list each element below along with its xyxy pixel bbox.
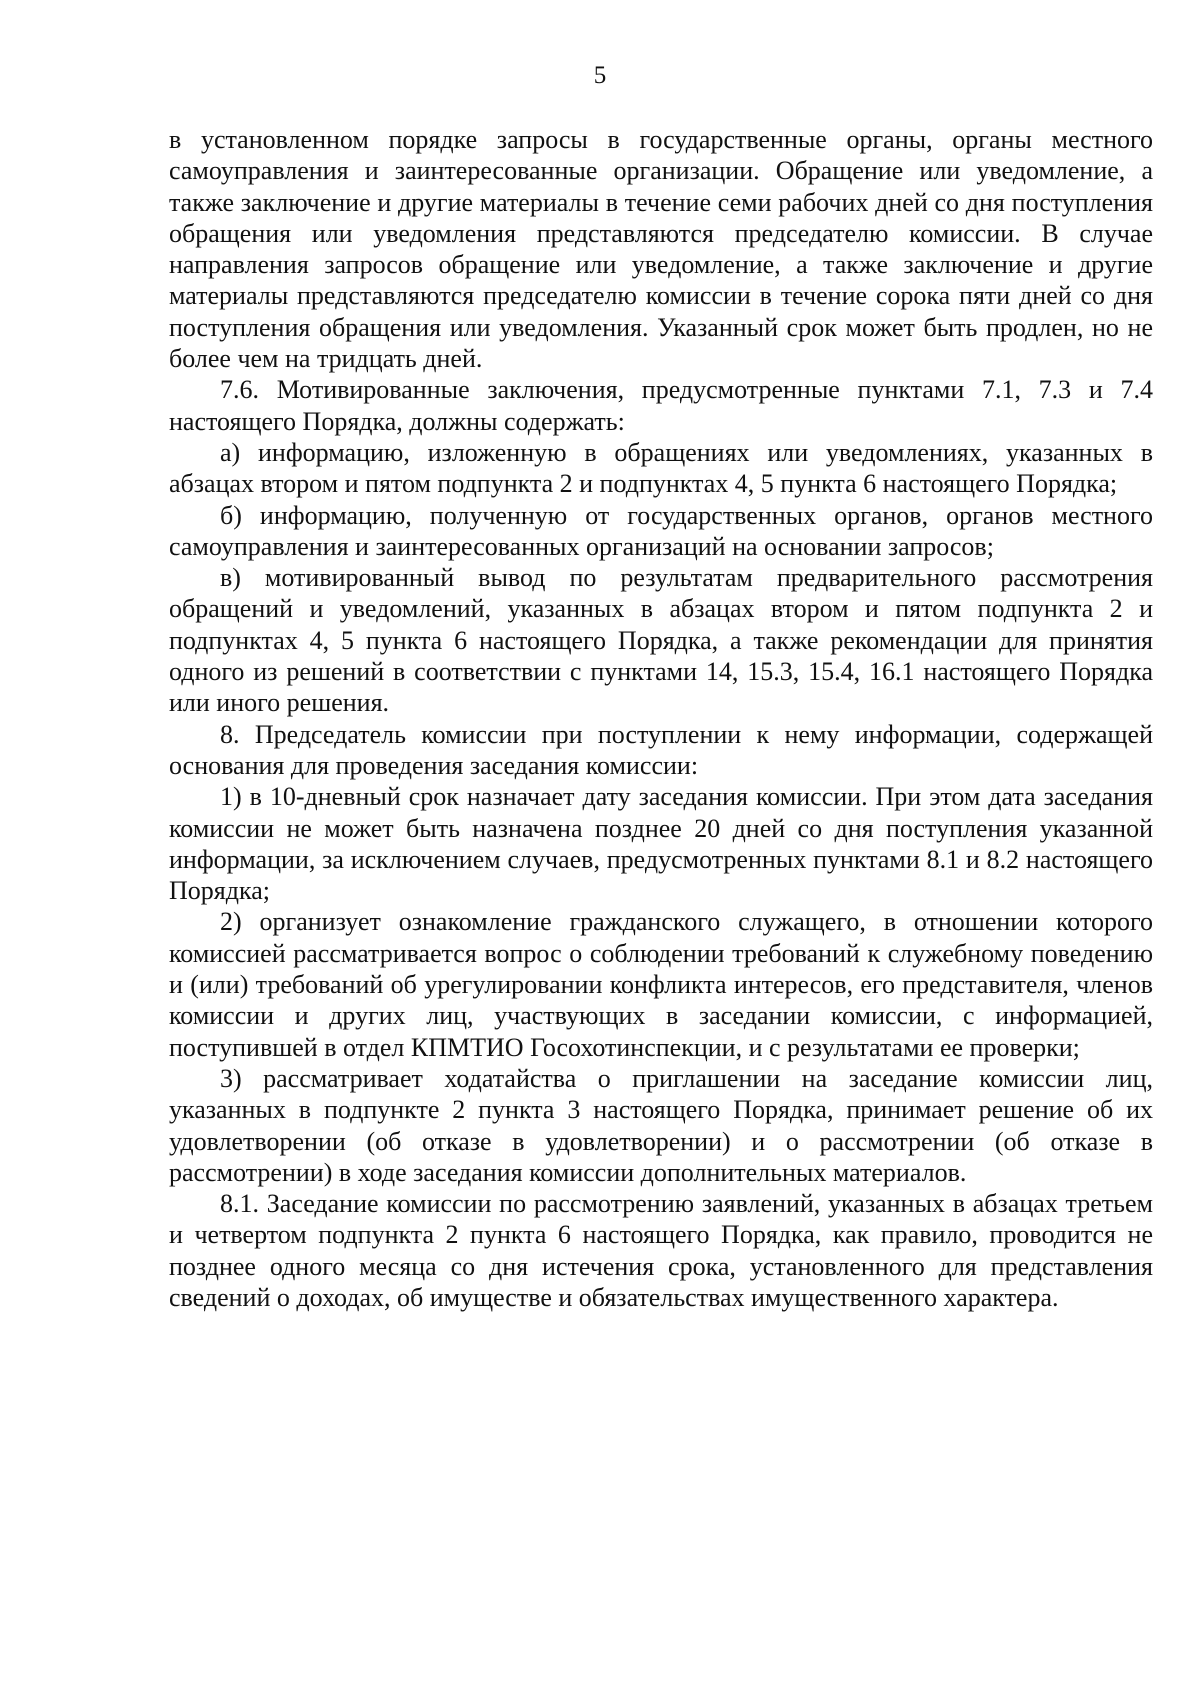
page-number: 5 bbox=[593, 62, 607, 89]
paragraph-8-1: 8.1. Заседание комиссии по рассмотрению заявлений, указанных в абзацах третьем и четвертом подпункта 2 пункта 6 настоящего Порядка, как правило, проводится не позднее одного месяца со дня истечения срока, установленного для представления сведений о доходах, об имуществе и обязательствах имущественного характера. bbox=[169, 1189, 1153, 1312]
paragraph-7-6-b: б) информацию, полученную от государственных органов, органов местного самоуправления и заинтересованных организаций на основании запросов; bbox=[169, 500, 1153, 561]
paragraph-8-1-item: 1) в 10-дневный срок назначает дату заседания комиссии. При этом дата заседания комиссии не может быть назначена позднее 20 дней со дня поступления указанной информации, за исключением случаев, предусмотренных пунктами 8.1 и 8.2 настоящего Порядка; bbox=[169, 782, 1153, 906]
paragraph-continuation: в установленном порядке запросы в государственные органы, органы местного самоуправления и заинтересованные организации. Обращение или уведомление, а также заключение и другие материалы в течение семи рабочих дней со дня поступления обращения или уведомления представляются председателю комиссии. В случае направления запросов обращение или уведомление, а также заключение и другие материалы представляются председателю комиссии в течение сорока пяти дней со дня поступления обращения или уведомления. Указанный срок может быть продлен, но не более чем на тридцать дней. bbox=[169, 125, 1153, 374]
paragraph-8: 8. Председатель комиссии при поступлении к нему информации, содержащей основания для проведения заседания комиссии: bbox=[169, 719, 1153, 780]
paragraph-8-3-item: 3) рассматривает ходатайства о приглашении на заседание комиссии лиц, указанных в подпункте 2 пункта 3 настоящего Порядка, принимает решение об их удовлетворении (об отказе в удовлетворении) и о рассмотрении (об отказе в рассмотрении) в ходе заседания комиссии дополнительных материалов. bbox=[169, 1063, 1153, 1187]
paragraph-7-6-v: в) мотивированный вывод по результатам предварительного рассмотрения обращений и уведомлений, указанных в абзацах втором и пятом подпункта 2 и подпунктах 4, 5 пункта 6 настоящего Порядка, а также рекомендации для принятия одного из решений в соответствии с пунктами 14, 15.3, 15.4, 16.1 настоящего Порядка или иного решения. bbox=[169, 563, 1153, 718]
paragraph-7-6: 7.6. Мотивированные заключения, предусмотренные пунктами 7.1, 7.3 и 7.4 настоящего Порядка, должны содержать: bbox=[169, 375, 1153, 436]
paragraph-7-6-a: а) информацию, изложенную в обращениях или уведомлениях, указанных в абзацах втором и пятом подпункта 2 и подпунктах 4, 5 пункта 6 настоящего Порядка; bbox=[169, 437, 1153, 499]
paragraph-8-2-item: 2) организует ознакомление гражданского служащего, в отношении которого комиссией рассматривается вопрос о соблюдении требований к служебному поведению и (или) требований об урегулировании конфликта интересов, его представителя, членов комиссии и других лиц, участвующих в заседании комиссии, с информацией, поступившей в отдел КПМТИО Госохотинспекции, и с результатами ее проверки; bbox=[169, 907, 1153, 1062]
document-body bbox=[169, 124, 1153, 1313]
